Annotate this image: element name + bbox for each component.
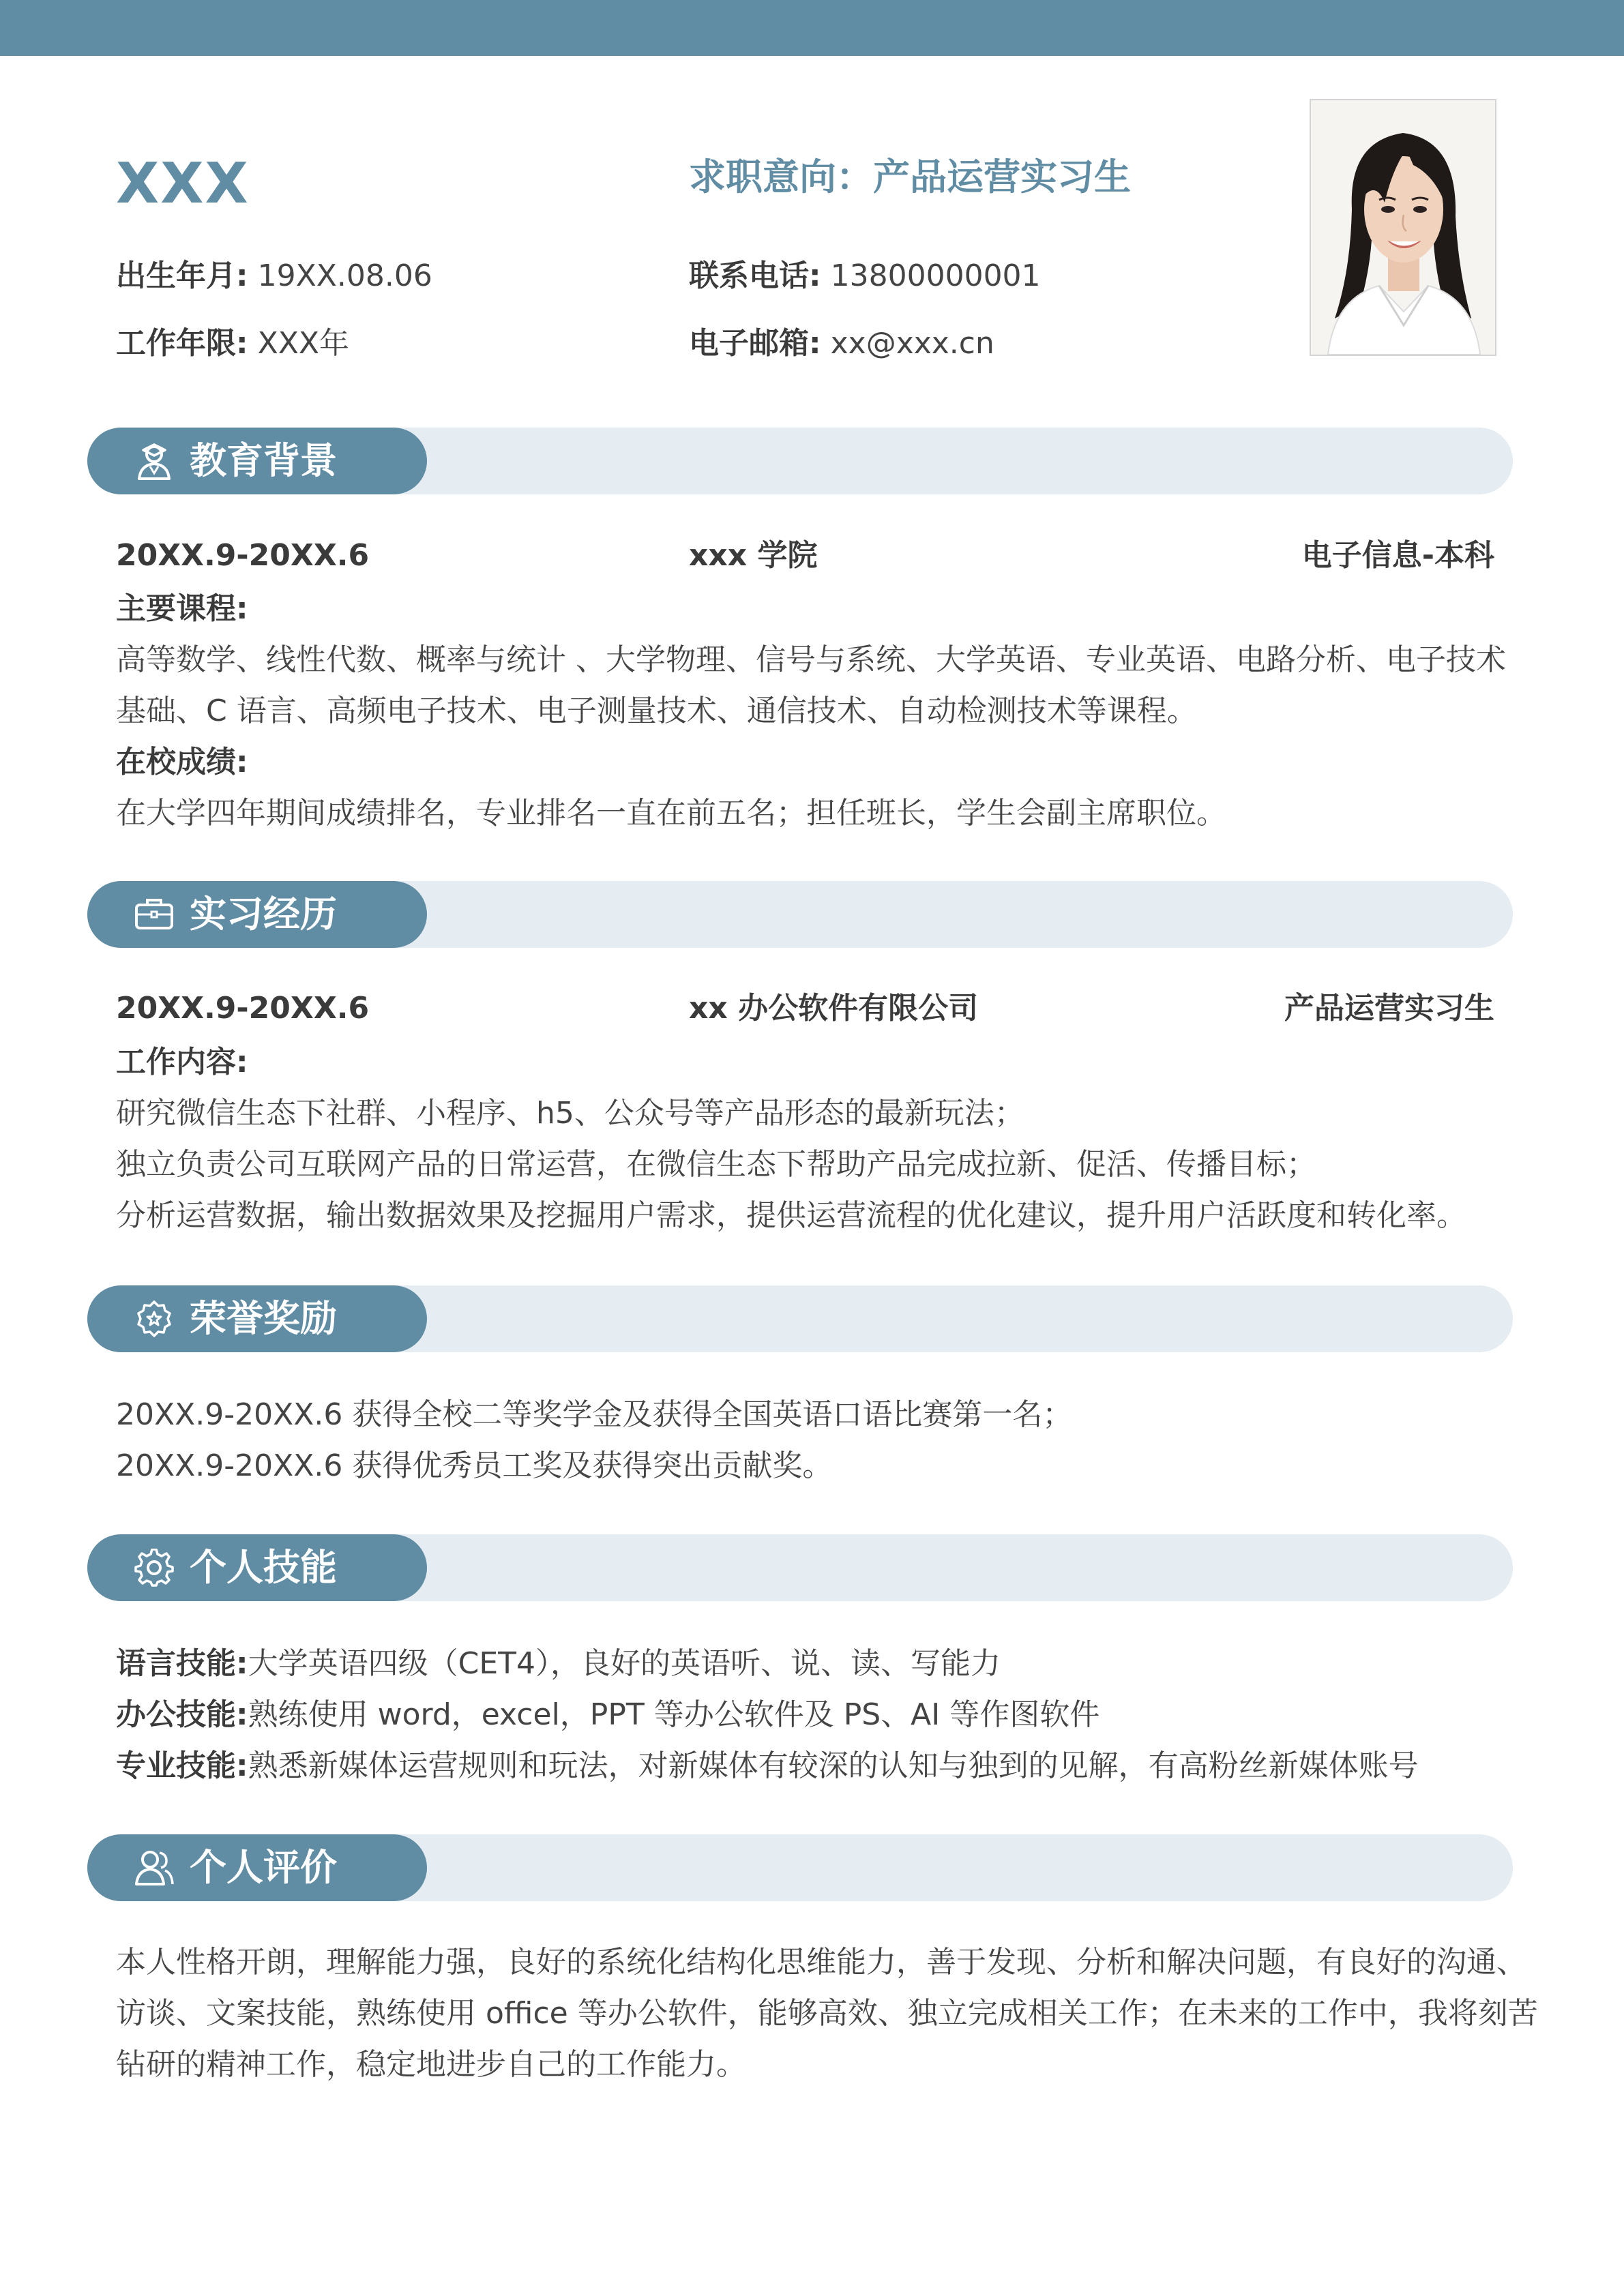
birth-value: 19XX.08.06: [257, 258, 432, 293]
education-school: xxx 学院: [689, 538, 818, 573]
gear-icon: [134, 1549, 175, 1587]
honor-item-1: 20XX.9-20XX.6 获得全校二等奖学金及获得全国英语口语比赛第一名；: [116, 1397, 1073, 1432]
skill-office: [116, 1689, 1514, 1740]
years-info: [116, 322, 349, 366]
skill-office-text: 熟练使用 word，excel，PPT 等办公软件及 PS、AI 等作图软件: [248, 1697, 1100, 1732]
candidate-name: XXX: [116, 151, 250, 216]
portrait-illustration: [1311, 100, 1495, 355]
education-header: [87, 428, 427, 494]
work-content-line-1: 研究微信生态下社群、小程序、h5、公众号等产品形态的最新玩法；: [116, 1096, 1024, 1131]
email-value: xx@xxx.cn: [830, 326, 994, 361]
internship-period: 20XX.9-20XX.6: [116, 991, 370, 1026]
work-content-label: 工作内容:: [116, 1045, 248, 1079]
evaluation-text: [116, 1937, 1538, 2090]
internship-position: 产品运营实习生: [1284, 991, 1494, 1026]
grades-label: 在校成绩:: [116, 745, 248, 779]
skill-language-label: 语言技能:: [116, 1646, 248, 1681]
job-intent: 求职意向：产品运营实习生: [689, 155, 1131, 198]
internship-title: 实习经历: [190, 893, 337, 936]
skill-professional-text: 熟悉新媒体运营规则和玩法，对新媒体有较深的认知与独到的见解，有高粉丝新媒体账号: [248, 1748, 1419, 1783]
work-content-line-2: 独立负责公司互联网产品的日常运营，在微信生态下帮助产品完成拉新、促活、传播目标；: [116, 1147, 1316, 1182]
courses-line-1: 高等数学、线性代数、概率与统计 、大学物理、信号与系统、大学英语、专业英语、电路分析、电子技术: [116, 642, 1506, 677]
phone-info: [689, 254, 1041, 298]
birth-label: 出生年月:: [116, 258, 248, 293]
skills-header: [87, 1534, 427, 1601]
grades-text: 在大学四年期间成绩排名，专业排名一直在前五名；担任班长，学生会副主席职位。: [116, 796, 1226, 831]
years-value: XXX年: [257, 326, 350, 361]
profile-photo: [1310, 99, 1496, 356]
phone-value: 13800000001: [830, 258, 1041, 293]
education-period: 20XX.9-20XX.6: [116, 538, 370, 573]
years-label: 工作年限:: [116, 326, 248, 361]
evaluation-line-1: 本人性格开朗，理解能力强，良好的系统化结构化思维能力，善于发现、分析和解决问题，有良好的沟通、: [116, 1945, 1526, 1980]
graduate-icon: [134, 442, 175, 480]
honor-item-2: 20XX.9-20XX.6 获得优秀员工奖及获得突出贡献奖。: [116, 1448, 833, 1483]
evaluation-title: 个人评价: [190, 1846, 337, 1889]
skill-professional-label: 专业技能:: [116, 1748, 248, 1783]
education-details: [116, 583, 1514, 839]
skills-title: 个人技能: [190, 1546, 337, 1589]
email-label: 电子邮箱:: [689, 326, 821, 361]
email-info: [689, 322, 994, 366]
birth-info: [116, 254, 432, 298]
skill-office-label: 办公技能:: [116, 1697, 248, 1732]
evaluation-line-2: 访谈、文案技能，熟练使用 office 等办公软件，能够高效、独立完成相关工作；在未来的工作中，我将刻苦: [116, 1996, 1538, 2031]
honors-list: [116, 1389, 1514, 1491]
honors-title: 荣誉奖励: [190, 1297, 337, 1340]
users-icon: [134, 1849, 175, 1887]
phone-label: 联系电话:: [689, 258, 821, 293]
evaluation-header: [87, 1834, 427, 1901]
honors-header: [87, 1285, 427, 1352]
skills-list: [116, 1638, 1514, 1791]
internship-company: xx 办公软件有限公司: [689, 991, 979, 1026]
work-content-line-3: 分析运营数据，输出数据效果及挖掘用户需求，提供运营流程的优化建议，提升用户活跃度和转化率。: [116, 1198, 1466, 1233]
internship-header: [87, 881, 427, 948]
top-banner: [0, 0, 1624, 56]
courses-line-2: 基础、C 语言、高频电子技术、电子测量技术、通信技术、自动检测技术等课程。: [116, 694, 1197, 728]
education-title: 教育背景: [190, 439, 337, 482]
skill-professional: [116, 1740, 1514, 1791]
skill-language: [116, 1638, 1514, 1689]
skill-language-text: 大学英语四级（CET4），良好的英语听、说、读、写能力: [248, 1646, 1001, 1681]
education-major: 电子信息-本科: [1301, 538, 1494, 573]
evaluation-line-3: 钻研的精神工作，稳定地进步自己的工作能力。: [116, 2047, 746, 2082]
courses-label: 主要课程:: [116, 591, 248, 626]
internship-details: [116, 1037, 1514, 1241]
briefcase-icon: [134, 895, 175, 934]
award-icon: [134, 1300, 175, 1338]
